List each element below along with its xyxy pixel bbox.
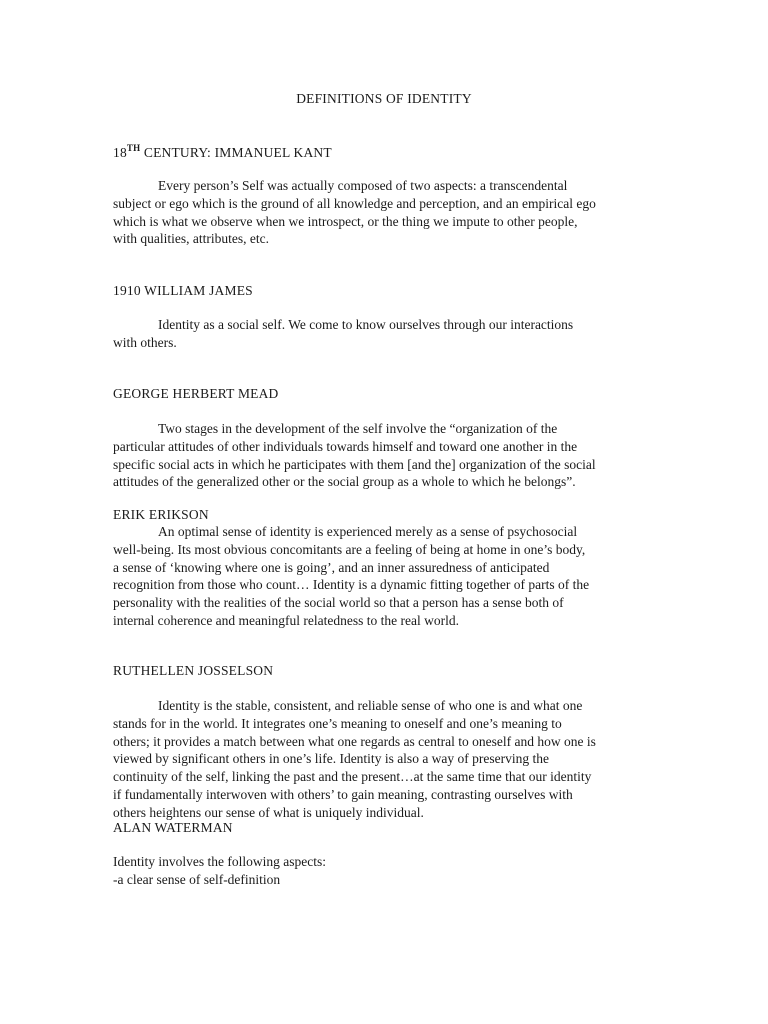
paragraph-line: -a clear sense of self-definition — [113, 871, 281, 887]
section-heading-erikson: ERIK ERIKSON — [113, 507, 209, 522]
section-heading-kant — [113, 144, 332, 162]
section-heading-josselson: RUTHELLEN JOSSELSON — [113, 663, 274, 678]
section-heading-waterman: ALAN WATERMAN — [113, 820, 233, 835]
paragraph-line: others; it provides a match between what one regards as central to oneself and how one is — [113, 733, 596, 749]
heading-prefix: 18 — [113, 145, 127, 160]
paragraph-line: stands for in the world. It integrates one’s meaning to oneself and one’s meaning to — [113, 715, 562, 731]
paragraph-line: personality with the realities of the social world so that a person has a sense both of — [113, 595, 564, 611]
paragraph-line: Every person’s Self was actually composed of two aspects: a transcendental — [158, 178, 568, 193]
paragraph-line: An optimal sense of identity is experienced merely as a sense of psychosocial — [158, 524, 578, 539]
heading-text: CENTURY: IMMANUEL KANT — [143, 145, 332, 160]
paragraph-line: particular attitudes of other individuals towards himself and toward one another in the — [113, 438, 578, 454]
section-paragraph-waterman — [113, 853, 658, 889]
paragraph-line: viewed by significant others in one’s life. Identity is also a way of preserving the — [113, 751, 550, 767]
paragraph-line: with qualities, attributes, etc. — [113, 231, 269, 247]
paragraph-line: with others. — [113, 334, 177, 350]
paragraph-line: internal coherence and meaningful relatedness to the real world. — [113, 612, 459, 628]
section-heading-mead: GEORGE HERBERT MEAD — [113, 386, 279, 401]
paragraph-line: continuity of the self, linking the past and the present…at the same time that our identity — [113, 769, 592, 785]
heading-superscript: TH — [126, 142, 141, 153]
section-paragraph-josselson — [113, 697, 658, 822]
section-paragraph-erikson — [113, 523, 658, 630]
paragraph-line: recognition from those who count… Identity is a dynamic fitting together of parts of the — [113, 577, 590, 593]
section-paragraph-kant — [113, 177, 658, 248]
paragraph-line: Two stages in the development of the self involve the “organization of the — [158, 421, 558, 436]
paragraph-line: others heightens our sense of what is uniquely individual. — [113, 804, 424, 820]
paragraph-line: a sense of ‘knowing where one is going’, and an inner assuredness of anticipated — [113, 559, 550, 575]
paragraph-line: specific social acts in which he participates with them [and the] organization of the social — [113, 456, 596, 472]
paragraph-line: which is what we observe when we introspect, or the thing we impute to other people, — [113, 213, 578, 229]
section-paragraph-mead — [113, 420, 658, 491]
paragraph-line: Identity involves the following aspects: — [113, 854, 326, 869]
paragraph-line: well-being. Its most obvious concomitants are a feeling of being at home in one’s body, — [113, 541, 586, 557]
page-title: DEFINITIONS OF IDENTITY — [296, 91, 472, 106]
section-paragraph-james — [113, 316, 658, 352]
paragraph-line: subject or ego which is the ground of all knowledge and perception, and an empirical ego — [113, 195, 596, 211]
paragraph-line: if fundamentally interwoven with others’ to gain meaning, contrasting ourselves with — [113, 786, 573, 802]
paragraph-line: attitudes of the generalized other or the social group as a whole to which he belongs”. — [113, 474, 576, 490]
paragraph-line: Identity is the stable, consistent, and reliable sense of who one is and what one — [158, 698, 583, 713]
paragraph-line: Identity as a social self. We come to know ourselves through our interactions — [158, 317, 574, 332]
section-heading-james: 1910 WILLIAM JAMES — [113, 283, 253, 298]
